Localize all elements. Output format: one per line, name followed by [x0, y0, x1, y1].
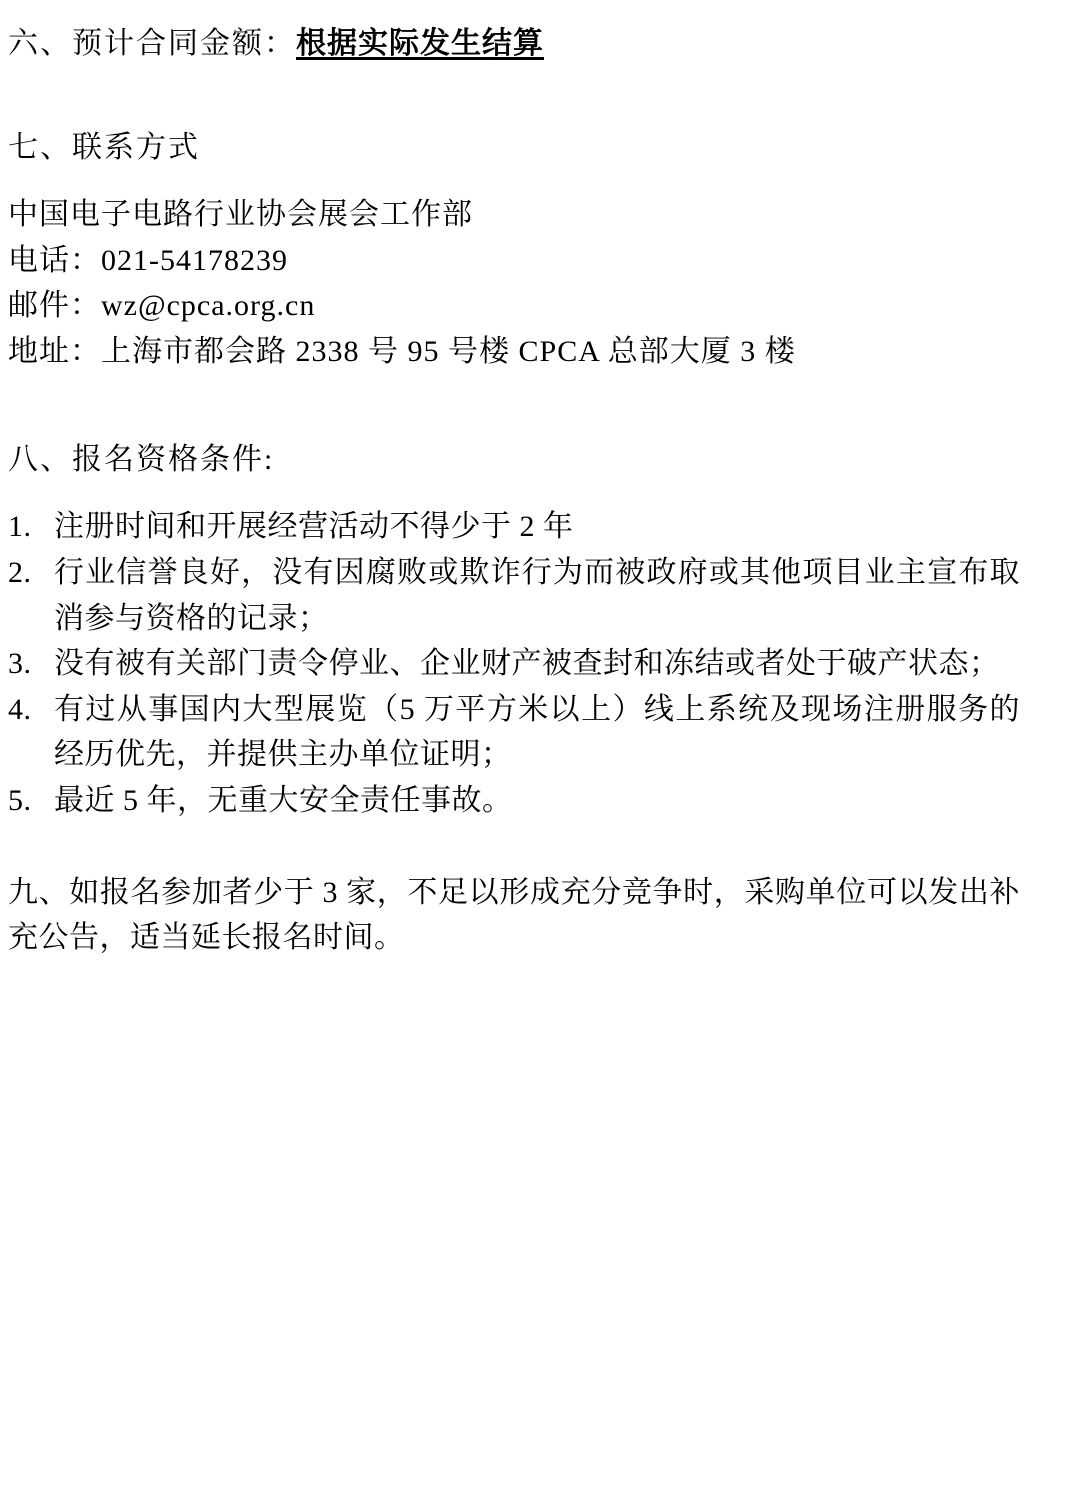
- spacer: [8, 166, 1020, 192]
- contact-email-value: wz@cpca.org.cn: [101, 289, 316, 323]
- section-7-heading: 七、联系方式: [8, 131, 200, 164]
- list-item: [8, 504, 1020, 550]
- list-item-number: 2.: [8, 555, 32, 589]
- list-item-text: 注册时间和开展经营活动不得少于 2 年: [54, 510, 574, 544]
- contact-phone-row: [8, 238, 1020, 284]
- section-6-heading-row: [8, 18, 1020, 62]
- contact-email-row: [8, 283, 1020, 329]
- contact-address-value: 上海市都会路 2338 号 95 号楼 CPCA 总部大厦 3 楼: [101, 334, 796, 368]
- list-item: [8, 550, 1020, 641]
- section-9-paragraph: 九、如报名参加者少于 3 家，不足以形成充分竞争时，采购单位可以发出补充公告，适当延长报名时间。: [8, 875, 1020, 955]
- list-item-text: 有过从事国内大型展览（5 万平方米以上）线上系统及现场注册服务的经历优先，并提供主办单位证明；: [54, 692, 1020, 772]
- spacer: [8, 62, 1020, 122]
- section-8-heading: 八、报名资格条件:: [8, 443, 275, 477]
- list-item-text: 最近 5 年，无重大安全责任事故。: [54, 783, 513, 817]
- spacer: [8, 824, 1020, 870]
- contact-email-label: 邮件：: [8, 289, 101, 323]
- contact-address-row: [8, 329, 1020, 375]
- list-item-text: 行业信誉良好，没有因腐败或欺诈行为而被政府或其他项目业主宣布取消参与资格的记录；: [54, 555, 1020, 635]
- list-item-number: 3.: [8, 647, 32, 681]
- list-item: [8, 778, 1020, 824]
- contact-phone-value: 021-54178239: [101, 243, 288, 277]
- list-item-number: 4.: [8, 692, 32, 726]
- list-item: [8, 687, 1020, 778]
- contact-department: 中国电子电路行业协会展会工作部: [8, 198, 473, 231]
- section-6-heading: 六、预计合同金额：: [8, 27, 296, 60]
- list-item-number: 1.: [8, 510, 32, 544]
- contact-phone-label: 电话：: [8, 243, 101, 277]
- qualification-list: [8, 504, 1020, 823]
- list-item-text: 没有被有关部门责令停业、企业财产被查封和冻结或者处于破产状态；: [54, 647, 1000, 681]
- contact-address-label: 地址：: [8, 334, 101, 368]
- spacer: [8, 478, 1020, 504]
- spacer: [8, 374, 1020, 434]
- list-item: [8, 641, 1020, 687]
- list-item-number: 5.: [8, 783, 32, 817]
- section-6-emphasis: 根据实际发生结算: [296, 27, 544, 60]
